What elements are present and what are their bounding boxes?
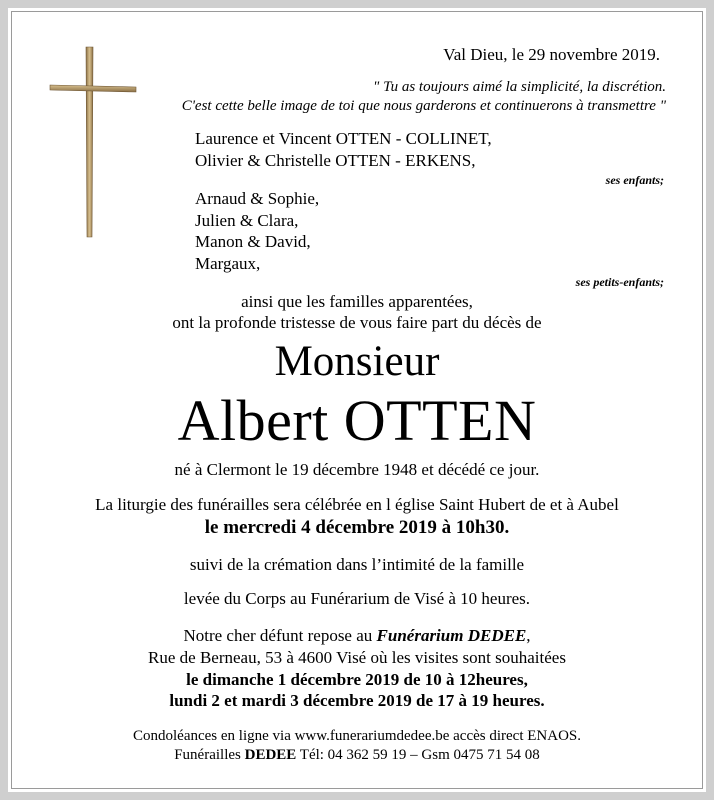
rest-prefix: Notre cher défunt repose au xyxy=(183,626,377,645)
quote-line-1: " Tu as toujours aimé la simplicité, la discrétion. xyxy=(373,79,666,95)
funeral-datetime: le mercredi 4 décembre 2019 à 10h30. xyxy=(204,517,510,538)
grandchild-entry: Arnaud & Sophie, xyxy=(195,189,320,208)
contact-prefix: Funérailles xyxy=(174,747,245,763)
lift-line: levée du Corps au Funérarium de Visé à 10 heures. xyxy=(183,589,531,608)
funerarium-name: Funérarium DEDEE xyxy=(376,626,527,645)
grandchild-entry: Margaux, xyxy=(195,254,261,273)
grandchild-entry: Julien & Clara, xyxy=(195,211,299,230)
deceased-title: Monsieur xyxy=(274,338,440,385)
child-entry: Laurence et Vincent OTTEN - COLLINET, xyxy=(195,129,492,148)
cross-icon xyxy=(48,45,138,241)
visit-time-1: le dimanche 1 décembre 2019 de 10 à 12heures, xyxy=(186,670,528,689)
grandchildren-label: ses petits-enfants; xyxy=(575,275,664,289)
contact-line xyxy=(0,748,714,763)
rest-line xyxy=(0,627,714,644)
birth-death-line: né à Clermont le 19 décembre 1948 et décédé ce jour. xyxy=(174,460,540,479)
date-line: Val Dieu, le 29 novembre 2019. xyxy=(443,45,660,64)
quote-line-2: C'est cette belle image de toi que nous garderons et continuerons à transmettre " xyxy=(181,98,666,114)
announcement-line-2: ont la profonde tristesse de vous faire part du décès de xyxy=(172,313,542,332)
liturgy-line: La liturgie des funérailles sera célébrée en l église Saint Hubert de et à Aubel xyxy=(95,495,619,514)
grandchild-entry: Manon & David, xyxy=(195,232,311,251)
children-label: ses enfants; xyxy=(605,173,664,187)
funeral-home-name: DEDEE xyxy=(244,747,297,763)
rest-suffix: , xyxy=(526,626,531,645)
cremation-line: suivi de la crémation dans l’intimité de la famille xyxy=(189,555,525,574)
announcement-line-1: ainsi que les familles apparentées, xyxy=(241,292,473,311)
condolences-line: Condoléances en ligne via www.funerariumdedee.be accès direct ENAOS. xyxy=(132,728,582,744)
child-entry: Olivier & Christelle OTTEN - ERKENS, xyxy=(195,151,476,170)
contact-phones: Tél: 04 362 59 19 – Gsm 0475 71 54 08 xyxy=(296,747,540,763)
visit-time-2: lundi 2 et mardi 3 décembre 2019 de 17 à 19 heures. xyxy=(169,691,545,710)
deceased-name: Albert OTTEN xyxy=(177,388,537,453)
address-line: Rue de Berneau, 53 à 4600 Visé où les visites sont souhaitées xyxy=(148,648,566,667)
